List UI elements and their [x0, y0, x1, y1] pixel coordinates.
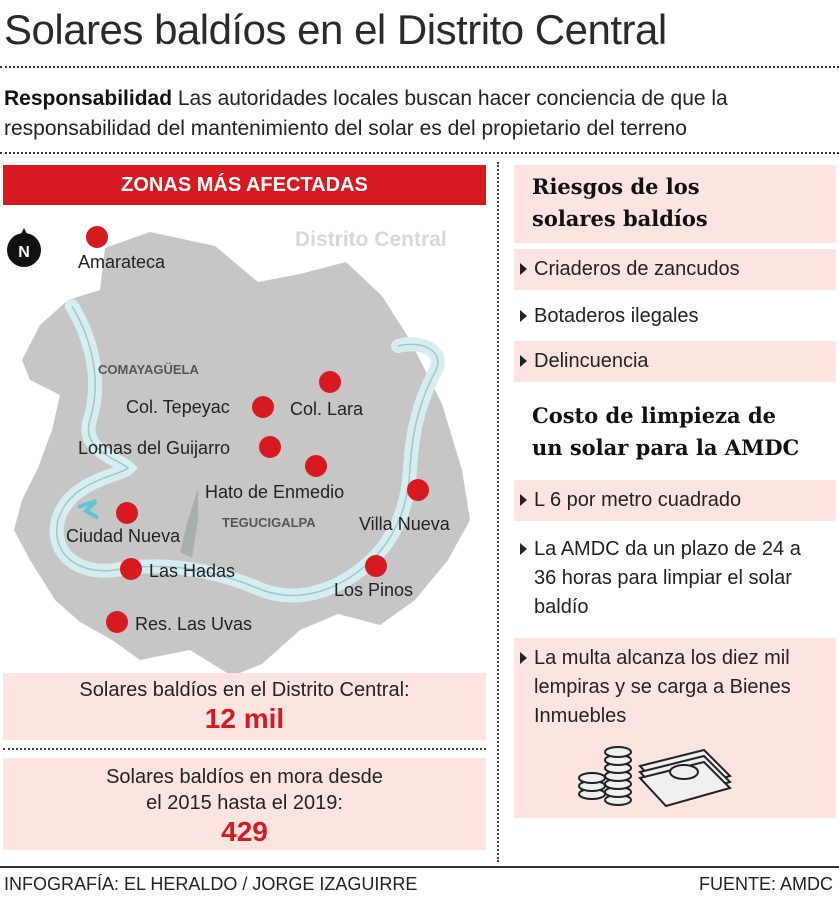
stat-total-label: Solares baldíos en el Distrito Central: [79, 679, 410, 701]
risks-title-2: solares baldíos [532, 206, 708, 231]
zone-label-res-las-uvas: Res. Las Uvas [135, 614, 253, 634]
marker-lomas-del-guijarro [259, 436, 281, 458]
region-label: Distrito Central [295, 228, 447, 251]
page-title: Solares baldíos en el Distrito Central [4, 6, 667, 53]
intro-lead: Responsabilidad [4, 87, 173, 110]
marker-ciudad-nueva [116, 502, 138, 524]
risk-item: Botaderos ilegales [514, 296, 836, 337]
arrow-icon [520, 355, 527, 367]
intro-text: Las autoridades locales buscan hacer conciencia de que la responsabilidad del mantenimiento del solar es del propietario del terreno [4, 87, 728, 140]
cost-item: La multa alcanza los diez mil lempiras y se carga a Bienes Inmuebles [514, 638, 836, 818]
stats-divider [3, 748, 486, 750]
stat-total-value: 12 mil [204, 703, 285, 734]
cost-header [514, 382, 836, 474]
title-divider [0, 66, 839, 68]
arrow-icon [520, 494, 527, 506]
zones-map [0, 208, 496, 674]
stat-arrears-label-2: el 2015 hasta el 2019: [146, 792, 343, 814]
marker-los-pinos [365, 555, 387, 577]
money-icon [574, 736, 734, 812]
area-label-tegucigalpa: TEGUCIGALPA [222, 515, 316, 530]
arrow-icon [520, 310, 527, 322]
risk-item: Criaderos de zancudos [514, 249, 836, 290]
right-column [514, 165, 836, 818]
north-arrow-icon [7, 228, 41, 267]
stat-arrears-label-1: Solares baldíos en mora desde [106, 766, 383, 788]
zone-label-ciudad-nueva: Ciudad Nueva [66, 526, 181, 546]
zone-label-col-tepeyac: Col. Tepeyac [126, 397, 230, 417]
marker-las-hadas [120, 558, 142, 580]
zone-label-hato-de-enmedio: Hato de Enmedio [205, 482, 345, 502]
zone-label-villa-nueva: Villa Nueva [359, 514, 450, 534]
area-label-comayaguela: COMAYAGÜELA [98, 362, 199, 377]
stat-arrears-value: 429 [221, 816, 268, 847]
zone-label-col-lara: Col. Lara [290, 399, 364, 419]
marker-hato-de-enmedio [305, 455, 327, 477]
intro-divider [0, 152, 839, 154]
marker-amarateca [86, 226, 108, 248]
risk-item: Delincuencia [514, 341, 836, 382]
intro-paragraph [4, 84, 839, 144]
arrow-icon [520, 263, 527, 275]
zones-header: ZONAS MÁS AFECTADAS [3, 165, 486, 205]
zone-label-lomas-del-guijarro: Lomas del Guijarro [78, 438, 231, 458]
arrow-icon [520, 543, 527, 555]
zone-label-las-hadas: Las Hadas [149, 561, 236, 581]
marker-col-tepeyac [252, 396, 274, 418]
column-divider [497, 162, 499, 862]
cost-item: La AMDC da un plazo de 24 a 36 horas para limpiar el solar baldío [514, 529, 836, 628]
stat-total [3, 673, 486, 740]
cost-item: L 6 por metro cuadrado [514, 480, 836, 521]
stat-arrears [3, 758, 486, 850]
north-label: N [18, 244, 30, 261]
cost-title-2: un solar para la AMDC [532, 435, 800, 460]
zone-label-los-pinos: Los Pinos [334, 580, 414, 600]
marker-col-lara [319, 371, 341, 393]
zone-label-amarateca: Amarateca [78, 252, 166, 272]
footer-source: FUENTE: AMDC [698, 874, 833, 894]
risks-title-1: Riesgos de los [532, 174, 700, 199]
cost-title-1: Costo de limpieza de [532, 403, 777, 428]
footer-divider [0, 866, 839, 868]
risks-header [514, 165, 836, 243]
marker-villa-nueva [407, 479, 429, 501]
footer-credit: INFOGRAFÍA: EL HERALDO / JORGE IZAGUIRRE [4, 874, 418, 894]
arrow-icon [520, 652, 527, 664]
marker-res-las-uvas [106, 611, 128, 633]
